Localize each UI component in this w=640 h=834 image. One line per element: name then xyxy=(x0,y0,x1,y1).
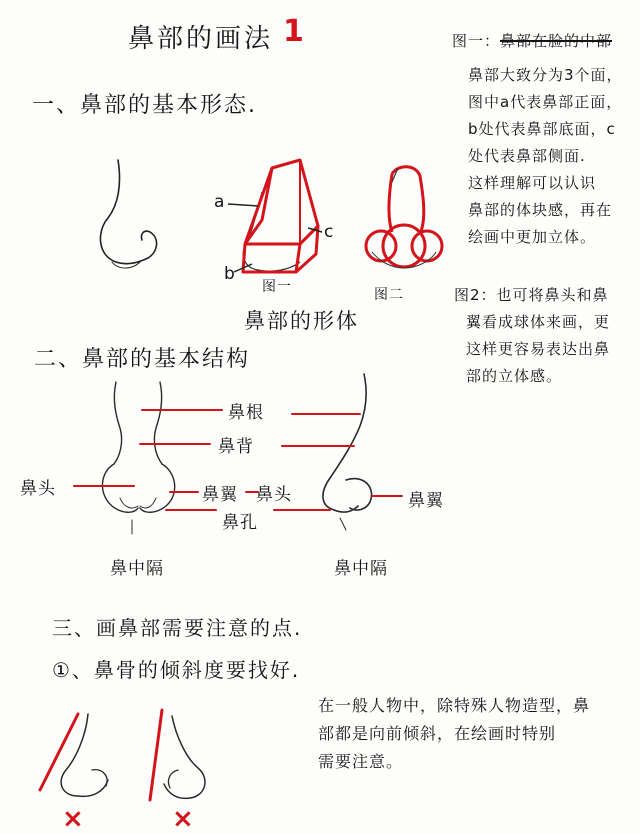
side-note-fig2-line: 这样更容易表达出鼻 xyxy=(466,340,611,358)
side-note-fig2-line: 部的立体感。 xyxy=(466,367,563,385)
side-note-line: 图中a代表鼻部正面， xyxy=(468,93,623,111)
label-b: b xyxy=(224,264,236,284)
structure-pointer-lines xyxy=(74,410,402,510)
label-zhongge-left: 鼻中隔 xyxy=(110,559,164,579)
label-zhongge-right: 鼻中隔 xyxy=(334,559,388,579)
label-bigen: 鼻根 xyxy=(228,403,264,423)
side-note-fig2-line: 图2：也可将鼻头和鼻 xyxy=(454,286,609,304)
side-note-head: 图一： xyxy=(452,32,501,50)
section3-heading: 三、画鼻部需要注意的点. xyxy=(52,616,303,640)
nose-sketch-basic xyxy=(100,160,156,268)
side-note-body xyxy=(468,62,636,251)
side-note-line: 处代表鼻部侧面. xyxy=(468,147,586,165)
label-bitou-left: 鼻头 xyxy=(20,479,56,499)
section3-body xyxy=(318,692,618,776)
label-bikong: 鼻孔 xyxy=(222,513,258,533)
fig1-label: 图一 xyxy=(262,279,292,295)
side-note-line: 鼻部大致分为3个面， xyxy=(468,66,623,84)
shape-caption: 鼻部的形体 xyxy=(244,309,359,333)
label-bitou-mid: 鼻头 xyxy=(256,485,292,505)
cross-mark-right: × xyxy=(172,804,194,834)
side-note xyxy=(452,28,632,55)
side-note-fig2 xyxy=(454,282,636,390)
nose-sphere-figure xyxy=(366,167,442,268)
side-note-fig2-line: 翼看成球体来画，更 xyxy=(466,313,611,331)
page-title: 鼻部的画法 xyxy=(128,24,274,54)
side-note-line: 这样理解可以认识 xyxy=(468,174,597,192)
cross-mark-left: × xyxy=(62,804,84,834)
section3-point1: ①、鼻骨的倾斜度要找好. xyxy=(52,658,301,682)
section2-heading: 二、鼻部的基本结构 xyxy=(34,347,251,372)
nose-side-sketch xyxy=(323,374,372,530)
label-biyi-right: 鼻翼 xyxy=(408,491,444,511)
label-biyi-mid: 鼻翼 xyxy=(202,485,238,505)
section3-body-line: 在一般人物中，除特殊人物造型，鼻 xyxy=(318,696,591,715)
section1-heading: 一、鼻部的基本形态. xyxy=(32,93,257,118)
nose-block-figure xyxy=(228,160,322,272)
nose-tilt-examples xyxy=(40,710,205,800)
nose-front-sketch xyxy=(102,382,174,534)
label-c: c xyxy=(324,222,335,242)
side-note-struck: 鼻部在脸的中部 xyxy=(500,32,613,50)
side-note-line: 绘画中更加立体。 xyxy=(468,228,597,246)
label-a: a xyxy=(214,192,226,212)
section3-body-line: 需要注意。 xyxy=(318,752,404,771)
title-red-mark: 1 xyxy=(283,14,304,49)
side-note-line: 鼻部的体块感，再在 xyxy=(468,201,613,219)
fig2-label: 图二 xyxy=(374,287,404,303)
label-beibei: 鼻背 xyxy=(218,437,254,457)
side-note-line: b处代表鼻部底面，c xyxy=(468,120,616,138)
section3-body-line: 部都是向前倾斜，在绘画时特别 xyxy=(318,724,557,743)
